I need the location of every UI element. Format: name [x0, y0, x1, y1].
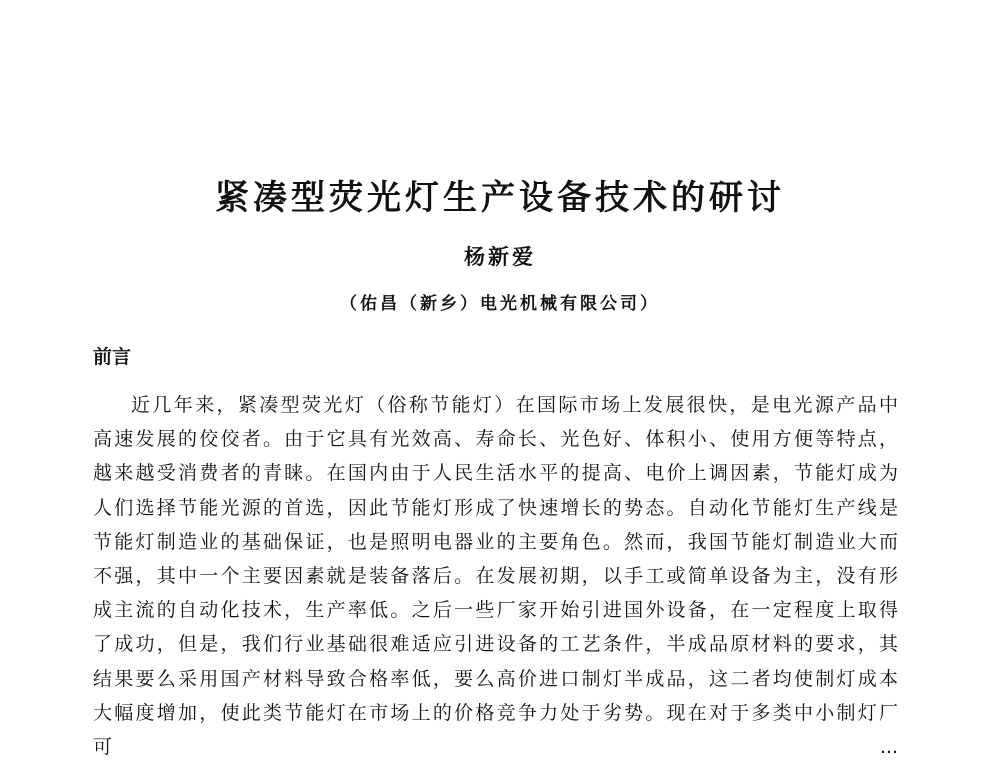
paragraph-line: 不强，其中一个主要因素就是装备落后。在发展初期，以手工或简单设备为主，没有形	[93, 565, 898, 588]
paragraph-line: 近几年来，紧凑型荧光灯（俗称节能灯）在国际市场上发展很快，是电光源产品中	[131, 394, 898, 416]
section-heading: 前言	[93, 346, 132, 368]
paragraph-line: 了成功，但是，我们行业基础很难适应引进设备的工艺条件，半成品原材料的要求，其	[93, 633, 898, 656]
paragraph-line: 可...	[93, 736, 898, 759]
paragraph-line: 人们选择节能光源的首选，因此节能灯形成了快速增长的势态。自动化节能灯生产线是	[93, 496, 898, 519]
paragraph-line: 高速发展的佼佼者。由于它具有光效高、寿命长、光色好、体积小、使用方便等特点，	[93, 428, 898, 451]
paragraph-line: 成主流的自动化技术，生产率低。之后一些厂家开始引进国外设备，在一定程度上取得	[93, 599, 898, 622]
body-paragraph	[93, 388, 898, 764]
paragraph-line: 节能灯制造业的基础保证，也是照明电器业的主要角色。然而，我国节能灯制造业大而	[93, 530, 898, 553]
author-name: 杨新爱	[464, 244, 536, 269]
paragraph-line: 越来越受消费者的青睐。在国内由于人民生活水平的提高、电价上调因素，节能灯成为	[93, 462, 898, 485]
paragraph-line: 结果要么采用国产材料导致合格率低，要么高价进口制灯半成品，这二者均使制灯成本	[93, 667, 898, 690]
author-affiliation: （佑昌（新乡）电光机械有限公司）	[340, 294, 660, 314]
paragraph-line: 大幅度增加，使此类节能灯在市场上的价格竞争力处于劣势。现在对于多类中小制灯厂	[93, 701, 898, 724]
paper-title: 紧凑型荧光灯生产设备技术的研讨	[215, 178, 785, 218]
